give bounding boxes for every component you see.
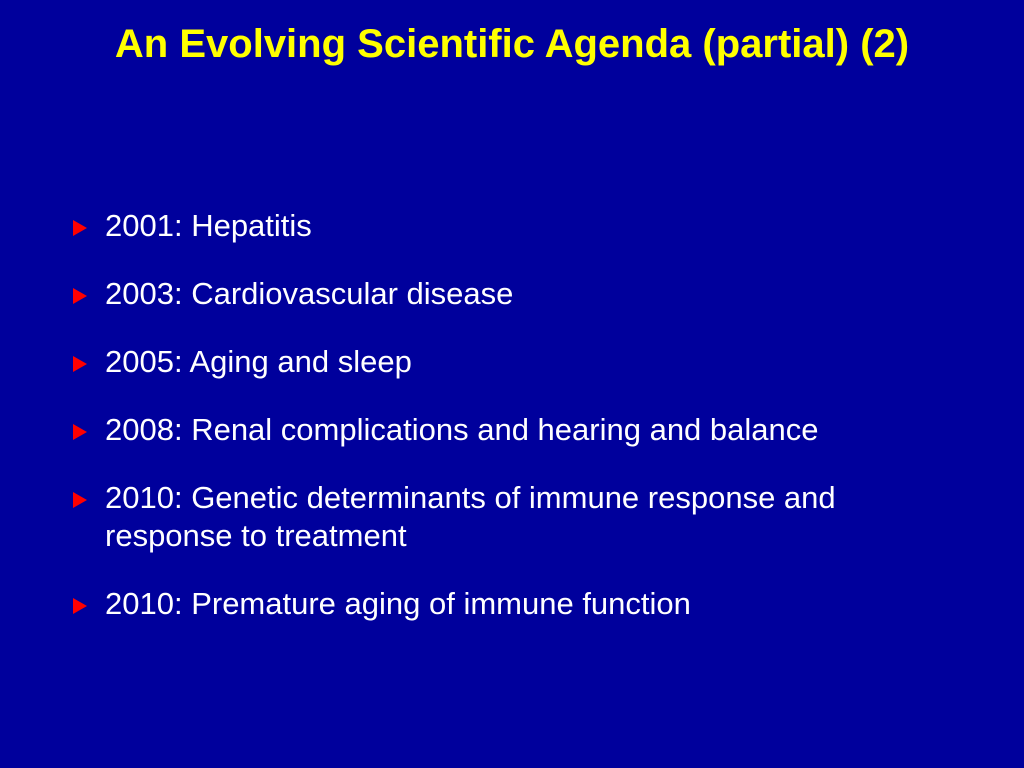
bullet-text: 2005: Aging and sleep (105, 344, 412, 379)
bullet-item (70, 275, 970, 313)
bullet-item (70, 207, 970, 245)
bullet-text: 2001: Hepatitis (105, 208, 312, 243)
bullet-item (70, 479, 970, 555)
triangle-bullet-icon (73, 424, 87, 440)
bullet-item (70, 343, 970, 381)
triangle-bullet-icon (73, 492, 87, 508)
triangle-bullet-icon (73, 598, 87, 614)
triangle-bullet-icon (73, 220, 87, 236)
bullet-text: 2003: Cardiovascular disease (105, 276, 514, 311)
bullet-text: 2008: Renal complications and hearing and balance (105, 412, 819, 447)
bullet-item (70, 585, 970, 623)
bullet-text: 2010: Premature aging of immune function (105, 586, 691, 621)
triangle-bullet-icon (73, 356, 87, 372)
triangle-bullet-icon (73, 288, 87, 304)
bullet-text: 2010: Genetic determinants of immune response and response to treatment (105, 480, 836, 553)
bullet-list (70, 207, 970, 653)
bullet-item (70, 411, 970, 449)
slide-title: An Evolving Scientific Agenda (partial) (2) (114, 22, 910, 66)
